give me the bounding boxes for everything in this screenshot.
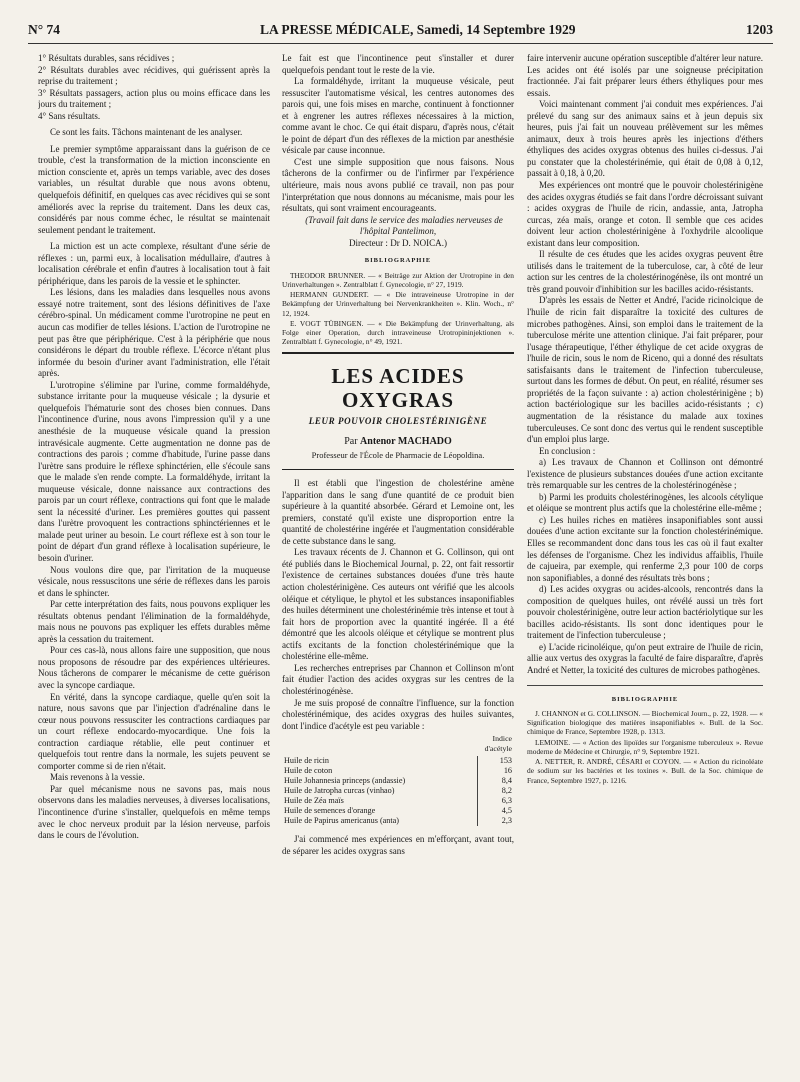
oil-name: Huile Johannesia princeps (andassie) — [284, 776, 406, 786]
acetyl-index-value: 2,3 — [478, 816, 515, 826]
paragraph: c) Les huiles riches en matières insaponifiables sont aussi douées d'une action excitante sur la fonction cholestérinémique. Elles se recommandent donc dans tous les cas où il faut exalter les défenses de l'organisme. Chez les individus affaiblis, l'huile de cajueira, par exemple, qui renferme 2,3 pour 100 de corps non saponifiables, a donné des résultats très bons ; — [527, 514, 763, 583]
paragraph: Mais revenons à la vessie. — [50, 772, 145, 783]
table-row — [282, 776, 514, 786]
article-author: Antenor MACHADO — [360, 436, 452, 448]
paragraph: L'urotropine s'élimine par l'urine, comme formaldéhyde, substance irritante pour la muqueuse vésicale ; la dysurie et quelquefois l'hématurie sont des choses bien connues. Dans l'incontinence d'urine, nous avons l'impression qu'il y a une anesthésie de la muqueuse vésicale quand la pression intravésicale augmente. Cette augmentation ne donne pas de contractions des parois ; comme d'habitude, l'urine passe dans l'urètre sans produire le réflexe sphinctérien, elle s'écoule sans que le malade s'en rende compte. La formaldéhyde, irritant la muqueuse vésicale, donne naissance aux contractions des parois par un court réflexe, contractions qui font que le malade sent la nécessité d'uriner. Les premières gouttes qui passent dans l'urètre provoquent les contractions sphinctériennes et le malade peut uriner au besoin. Le court réflexe est à son tour le point de départ d'un grand réflexe à localisation supérieure, le besoin d'uriner. — [38, 379, 270, 563]
oil-name: Huile de Papirus americanus (anta) — [284, 816, 400, 826]
bibliography — [282, 271, 514, 347]
paragraph: 2° Résultats durables avec récidives, qui guérissent après la reprise du traitement ; — [38, 64, 270, 87]
oil-name: Huile de Jatropha curcas (vinhao) — [284, 786, 395, 796]
acetyl-index-value: 6,3 — [478, 796, 515, 806]
author-prefix: Par — [344, 436, 358, 448]
journal-title: LA PRESSE MÉDICALE, Samedi, 14 Septembre 1929 — [260, 22, 576, 37]
paragraph: Le premier symptôme apparaissant dans la guérison de ce trouble, c'est la transformation de la miction inconsciente en miction consciente et, après un temps variable, avec des doses variables, un résultat durable que nous avons obtenu, quelquefois définitif, en quelques cas avec récidives qui se sont améliorés avec la reprise du traitement. Dans les deux cas, considérés par nous comme échec, le résultat se maintenait seulement pendant le traitement. — [38, 143, 270, 235]
paragraph: b) Parmi les produits cholestérinogènes, les alcools cétylique et oléique se montrent plus actifs que la cholestérine elle-même ; — [527, 491, 763, 514]
work-credit-director: Directeur : Dr D. NOICA.) — [349, 237, 447, 248]
bibliography-entry: E. VOGT TÜBINGEN. — « Die Bekämpfung der Urinverhaltung, als Folge einer Operation, durch intraveineuse Urotropininjektionen ». Zentralblatt f. Gynecologie, n° 49, 1921. — [282, 318, 514, 347]
page-header — [28, 22, 773, 40]
paragraph: Nous voulons dire que, par l'irritation de la muqueuse vésicale, nous ressuscitons une série de réflexes dans les parois et dans le sphincter. — [38, 564, 270, 598]
paragraph: Par quel mécanisme nous ne savons pas, mais nous observons dans les maladies nerveuses, à diverses localisations, l'incontinence d'urine s'installer, quelquefois en même temps avec le choc nerveux produit par la lésion nerveuse, parfois dans le cours de l'évolution. — [38, 783, 270, 841]
paragraph: Il est établi que l'ingestion de cholestérine amène l'apparition dans le sang d'une quantité de ce produit bien supérieure à la quantité absorbée. Gérard et Lemoine ont, les premiers, constaté qu'il existe une disproportion entre la quantité de cholestérine ingérée et l'augmentation considérable de cette substance dans le sang. — [282, 478, 514, 546]
table-row — [282, 816, 514, 826]
author-affiliation: Professeur de l'École de Pharmacie de Léopoldina. — [311, 449, 485, 460]
paragraph: Il résulte de ces études que les acides oxygras peuvent être utilisés dans le traitement de la tuberculose, car, à côté de leur action sur les centres de la cholestérinogénèse, ils ont montré un très grand pouvoir d'inhibition sur les bacilles acido-résistants. — [527, 249, 763, 294]
paragraph: faire intervenir aucune opération susceptible d'altérer leur nature. Les acides ont été isolés par une soigneuse précipitation fractionnée. J'ai fait préparer leurs éthers éthyliques pour mes essais. — [527, 53, 763, 98]
paragraph: J'ai commencé mes expériences en m'efforçant, avant tout, de séparer les acides oxygras sans — [282, 834, 514, 856]
acetyl-index-value: 16 — [478, 766, 515, 776]
paragraph: Je me suis proposé de connaître l'influence, sur la fonction cholestérinémique, des acides oxygras des huiles suivantes, dont l'indice d'acétyle est peu variable : — [282, 697, 514, 731]
paragraph: La miction est un acte complexe, résultant d'une série de réflexes : un, parmi eux, à localisation médullaire, d'autres à localisation cérébrale et enfin d'autres à localisation tout à fait périphérique, dans les parois de la vessie et le sphincter. — [38, 241, 270, 286]
paragraph: En vérité, dans la syncope cardiaque, quelle qu'en soit la nature, nous savons que par l'injection d'adrénaline dans le cœur nous pouvons ressusciter les contractions cardiaques par un court réflexe endocardo-myocardique. Une fois la contraction cardiaque rétablie, elle peut continuer et quelquefois tout rentre dans la normale, les sujets peuvent se comporter comme si de rien n'était. — [38, 691, 270, 771]
oil-name: Huile de semences d'orange — [284, 806, 376, 816]
paragraph: Mes expériences ont montré que le pouvoir cholestérinigène des acides oxygras étudiés se fait dans l'ordre décroissant suivant : acides oxygras de l'huile de ricin, andassie, anta, Jatropha curcas, zéa maïs, orange et coton. Il semble que ces acides doivent leur action cholestérinigène à l'oxhydrile alcoolique existant dans leur composition. — [527, 180, 763, 248]
paragraph: Le fait est que l'incontinence peut s'installer et durer quelquefois pendant tout le reste de la vie. — [282, 53, 514, 75]
oil-name: Huile de Zéa maïs — [284, 796, 344, 806]
bibliography-heading: BIBLIOGRAPHIE — [611, 695, 679, 703]
paragraph: Les recherches entreprises par Channon et Collinson m'ont fait étudier l'action des acides oxygras sur les centres de la cholestérinogénèse. — [282, 662, 514, 696]
bibliography-entry: LEMOINE. — « Action des lipoïdes sur l'organisme tuberculeux ». Revue moderne de Médecine et Chirurgie, n° 9, Septembre 1921. — [527, 737, 763, 756]
paragraph: Les lésions, dans les maladies dans lesquelles nous avons essayé notre traitement, sont des lésions définitives de l'axe cérébro-spinal. Un médicament comme l'urotropine ne peut en aucun cas modifier de telles lésions. L'action de l'urotropine ne peut pas être que périphérique. C'est à la périphérie que nous considérons le départ du trouble réflexe. L'écorce n'étant plus informée du besoin d'uriner avant l'administration, elle l'était après. — [38, 287, 270, 379]
work-credit: (Travail fait dans le service des maladies nerveuses de l'hôpital Pantelimon, — [305, 214, 503, 237]
paragraph: En conclusion : — [539, 445, 596, 456]
oil-name: Huile de ricin — [284, 756, 330, 766]
bibliography-entry: THEODOR BRUNNER. — « Beiträge zur Aktion der Urotropine in den Urinverhaltungen ». Zentralblatt f. Gynecologie, n° 27, 1919. — [282, 270, 514, 290]
acetyl-index-table — [282, 734, 514, 826]
bibliography-entry: HERMANN GUNDERT. — « Die intraveineuse Urotropine in der Bekämpfung der Urinverhaltung bei Nervenkrankheiten ». Klin. Woch., n° 12, 1924. — [282, 290, 514, 318]
bibliography — [527, 709, 763, 785]
column-1 — [38, 53, 270, 1078]
paragraph: e) L'acide ricinoléique, qu'on peut extraire de l'huile de ricin, allie aux vertus des oxygras la faculté de faire disparaître, d'après André et Netter, la toxicité des cultures de microbes pathogènes. — [527, 641, 763, 675]
paragraph: 1° Résultats durables, sans récidives ; — [38, 53, 175, 63]
paragraph: Voici maintenant comment j'ai conduit mes expériences. J'ai prélevé du sang sur des animaux sains et à jeun depuis six heures, puis j'ai fait un nouveau prélèvement sur les mêmes animaux, deux à trois heures après les injections d'éthers éthyliques des acides oxygras obtenus des huiles ci-dessus. J'ai pu constater que la cholestérinémie, qui était de 0,08 à 0,12, passait à 0,18, à 0,20. — [527, 99, 763, 179]
article-title-block — [282, 352, 514, 470]
article-author-line — [282, 436, 514, 448]
table-row — [282, 766, 514, 776]
issue-number: N° 74 — [28, 22, 61, 37]
acetyl-index-value: 8,2 — [478, 786, 515, 796]
page-number: 1203 — [746, 22, 773, 37]
bibliography-entry: A. NETTER, R. ANDRÉ, CÉSARI et COYON. — « Action du ricinoléate de sodium sur les bactéries et les toxines ». Bull. de la Soc. chimique de France, Septembre 1927, p. 1216. — [527, 757, 763, 785]
paragraph: d) Les acides oxygras ou acides-alcools, rencontrés dans la composition de quelques huiles, ont révélé aussi un très fort pouvoir cholestérinigène, outre leur action bactériolytique sur les bacilles acido-résistants. Ils sont donc identiques pour le traitement de l'infection tuberculeuse ; — [527, 584, 763, 641]
paragraph: Les travaux récents de J. Channon et G. Collinson, qui ont été publiés dans le Biochemical Journal, p. 22, ont fait ressortir l'existence de certaines substances douées d'une très haute action cholestérinigène. Ces auteurs ont vérifié que les alcools oléique et cétylique, le phytol et les substances insaponifiables des huiles déterminent une cholestérinémie très intense et tout à fait hors de proportion avec la quantité ingérée. Il a été démontré que les alcools oléique et cétylique se montrent plus actifs excitants de la fonction cholestérinémique que la cholestérine elle-même. — [282, 547, 514, 662]
paragraph: 4° Sans résultats. — [38, 110, 101, 121]
paragraph: 3° Résultats passagers, action plus ou moins efficace dans les jours du traitement ; — [38, 87, 270, 110]
article-subtitle: LEUR POUVOIR CHOLESTÉRINIGÈNE — [308, 416, 488, 427]
oil-name: Huile de coton — [284, 766, 333, 776]
table-row — [282, 756, 514, 766]
bibliography-entry: J. CHANNON et G. COLLINSON. — Biochemical Journ., p. 22, 1928. — « Signification biologique des matières insaponifiables ». Bull. de la Soc. chimique de France, Septembre 1928, p. 1313. — [527, 709, 763, 737]
header-rule — [28, 43, 773, 44]
paragraph: a) Les travaux de Channon et Collinson ont démontré l'existence de plusieurs substances douées d'une action excitante très remarquable sur les centres de la cholestérinogénèse ; — [527, 457, 763, 491]
table-row — [282, 796, 514, 806]
column-2 — [282, 53, 514, 1078]
article-title: LES ACIDES OXYGRAS — [331, 364, 465, 413]
paragraph: D'après les essais de Netter et André, l'acide ricinolcique de l'huile de ricin fait disparaître la toxicité des cultures de microbes pathogènes. Ainsi, son emploi dans le traitement de la tuberculose mérite une attention clinique. J'ai fait préparer, pour l'usage thérapeutique, l'éther éthylique de cet acide oxygras de l'huile de ricin, sous le nom de Riceno, qui a donné des résultats satisfaisants dans le traitement de l'infection tuberculeuse, surtout dans les formes de début. On peut, en réalité, résumer ses propriétés de la façon suivante : a) action cholestérinigène ; b) action bactériologique sur les bacilles acido-résistants ; c) augmentation de la résistance du malade aux toxines tuberculeuses. Ce sont donc des vertus qui le rendent susceptible d'un emploi plus large. — [527, 295, 763, 445]
paragraph: Pour ces cas-là, nous allons faire une supposition, que nous nous proposons de résoudre par des expériences ultérieures. Nous tâcherons de comparer le mécanisme de cette guérison avec la syncope cardiaque. — [38, 645, 270, 690]
paragraph: Par cette interprétation des faits, nous pouvons expliquer les résultats obtenus pendant l'élimination de la formaldéhyde, mais nous ne pouvons pas expliquer les effets durables même après la cessation du traitement. — [38, 599, 270, 644]
table-row — [282, 786, 514, 796]
table-row — [282, 806, 514, 816]
table-header: Indice d'acétyle — [484, 734, 512, 754]
paragraph: Ce sont les faits. Tâchons maintenant de les analyser. — [50, 127, 243, 138]
column-3 — [527, 53, 763, 1078]
bibliography-heading: BIBLIOGRAPHIE — [364, 257, 432, 265]
acetyl-index-value: 8,4 — [478, 776, 515, 786]
acetyl-index-value: 4,5 — [478, 806, 515, 816]
acetyl-index-value: 153 — [478, 756, 515, 766]
paragraph: C'est une simple supposition que nous faisons. Nous tâcherons de la confirmer ou de l'infirmer par l'expérience ultérieure, mais nous avons publié ce travail, non pas pour l'interprétation que nous donnons au mécanisme, mais pour les résultats, qui sont vraiment encourageants. — [282, 156, 514, 214]
paragraph: La formaldéhyde, irritant la muqueuse vésicale, peut ressusciter l'automatisme vésical, les centres autonomes des parois qui, une fois mises en marche, continuent à fonctionner et à engrener les autres réflexes nécessaires à la miction, comme avant le choc. Ce qui était disparu, d'après nous, c'était le point de départ d'un des réflexes de la miction par anesthésie vésicale par cause inconnue. — [282, 76, 514, 156]
